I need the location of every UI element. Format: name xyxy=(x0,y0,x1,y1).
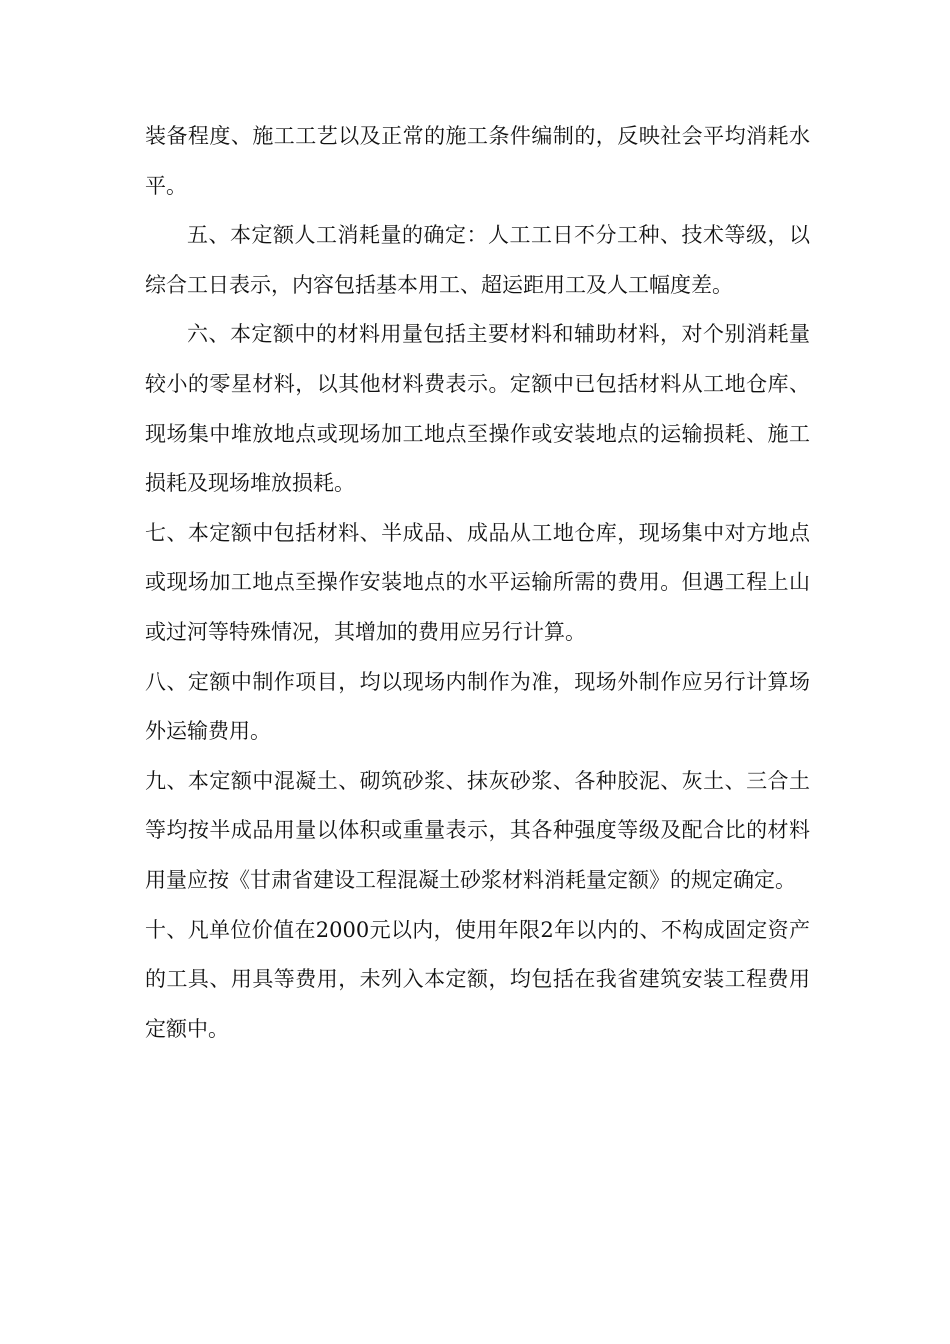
paragraph-clause-6: 六、本定额中的材料用量包括主要材料和辅助材料，对个别消耗量较小的零星材料，以其他材料费表示。定额中已包括材料从工地仓库、现场集中堆放地点或现场加工地点至操作或安装地点的运输损耗、施工损耗及现场堆放损耗。 xyxy=(145,322,810,496)
paragraph-clause-8: 八、定额中制作项目，均以现场内制作为准，现场外制作应另行计算场外运输费用。 xyxy=(145,669,810,744)
paragraph-clause-9: 九、本定额中混凝土、砌筑砂浆、抹灰砂浆、各种胶泥、灰土、三合土等均按半成品用量以体积或重量表示，其各种强度等级及配合比的材料用量应按《甘肃省建设工程混凝土砂浆材料消耗量定额》的规定确定。 xyxy=(145,768,810,892)
paragraph-clause-10: 十、凡单位价值在2000元以内，使用年限2年以内的、不构成固定资产的工具、用具等费用，未列入本定额，均包括在我省建筑安装工程费用定额中。 xyxy=(145,917,810,1041)
paragraph-continuation: 装备程度、施工工艺以及正常的施工条件编制的，反映社会平均消耗水平。 xyxy=(145,124,810,198)
document-page xyxy=(145,112,810,1054)
paragraph-clause-7: 七、本定额中包括材料、半成品、成品从工地仓库，现场集中对方地点或现场加工地点至操作安装地点的水平运输所需的费用。但遇工程上山或过河等特殊情况，其增加的费用应另行计算。 xyxy=(145,520,810,644)
paragraph-clause-5: 五、本定额人工消耗量的确定：人工工日不分工种、技术等级，以综合工日表示，内容包括基本用工、超运距用工及人工幅度差。 xyxy=(145,223,810,297)
